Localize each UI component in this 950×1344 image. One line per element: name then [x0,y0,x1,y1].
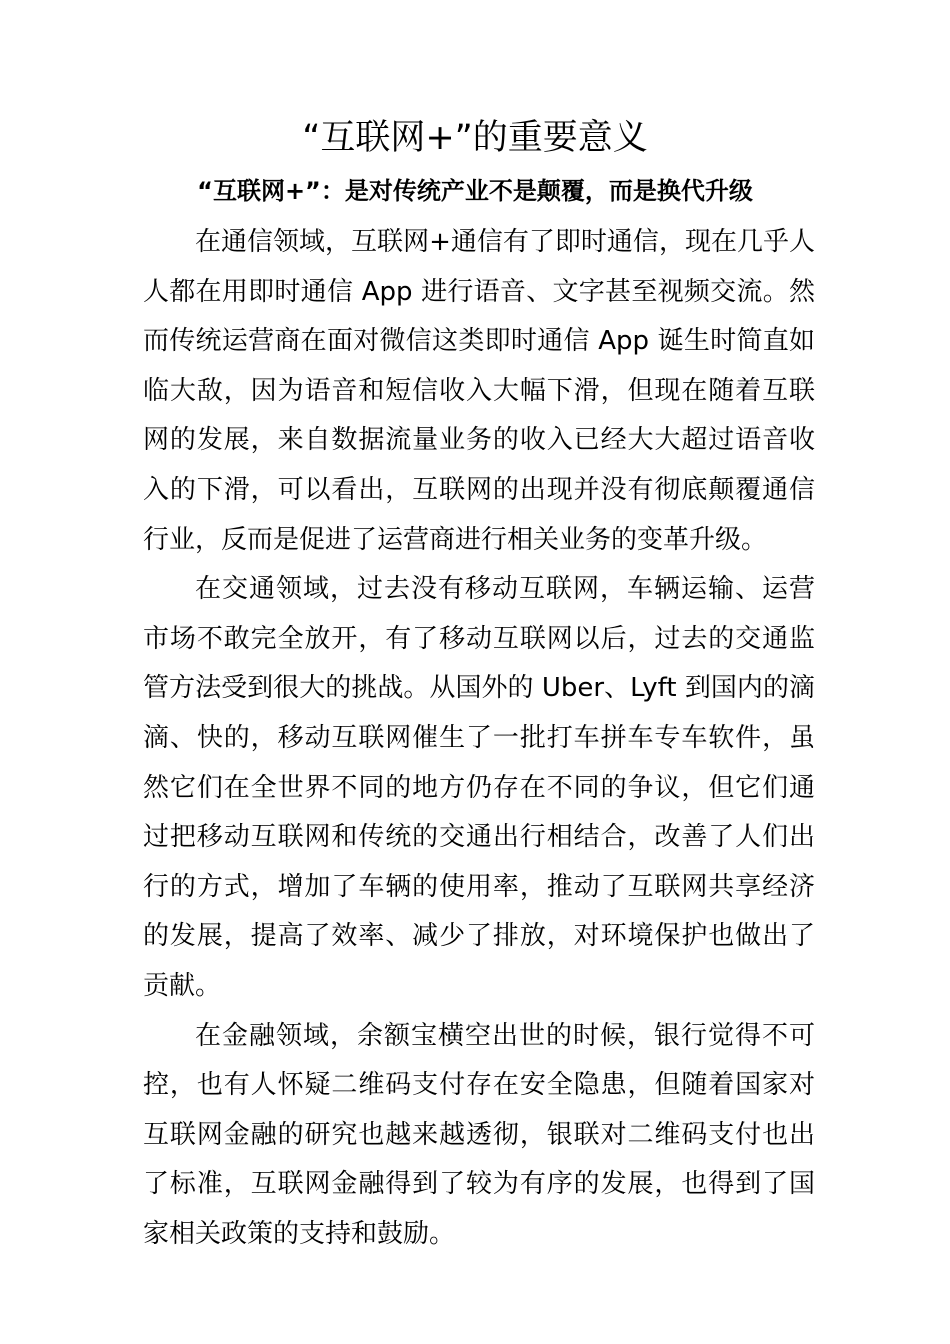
document-title: “互联网+”的重要意义 [302,118,648,158]
paragraph-transportation: 在交通领域，过去没有移动互联网，车辆运输、运营市场不敢完全放开，有了移动互联网以后，过去的交通监管方法受到很大的挑战。从国外的 Uber、Lyft 到国内的滴滴、快的，移动互联网催生了一批打车拼车专车软件，虽然它们在全世界不同的地方仍存在不同的争议，但它们通过把移动互联网和传统的交通出行相结合，改善了人们出行的方式，增加了车辆的使用率，推动了互联网共享经济的发展，提高了效率、减少了排放，对环境保护也做出了贡献。 [143,574,815,1001]
paragraph-communication: 在通信领域，互联网+通信有了即时通信，现在几乎人人都在用即时通信 App 进行语音、文字甚至视频交流。然而传统运营商在面对微信这类即时通信 App 诞生时简直如临大敌，因为语音和短信收入大幅下滑，但现在随着互联网的发展，来自数据流量业务的收入已经大大超过语音收入的下滑，可以看出，互联网的出现并没有彻底颠覆通信行业，反而是促进了运营商进行相关业务的变革升级。 [143,227,815,555]
paragraph-finance: 在金融领域，余额宝横空出世的时候，银行觉得不可控，也有人怀疑二维码支付存在安全隐患，但随着国家对互联网金融的研究也越来越透彻，银联对二维码支付也出了标准，互联网金融得到了较为有序的发展，也得到了国家相关政策的支持和鼓励。 [143,1020,815,1249]
document-subtitle: “互联网+”：是对传统产业不是颠覆，而是换代升级 [197,177,753,205]
document-body [143,218,815,1259]
